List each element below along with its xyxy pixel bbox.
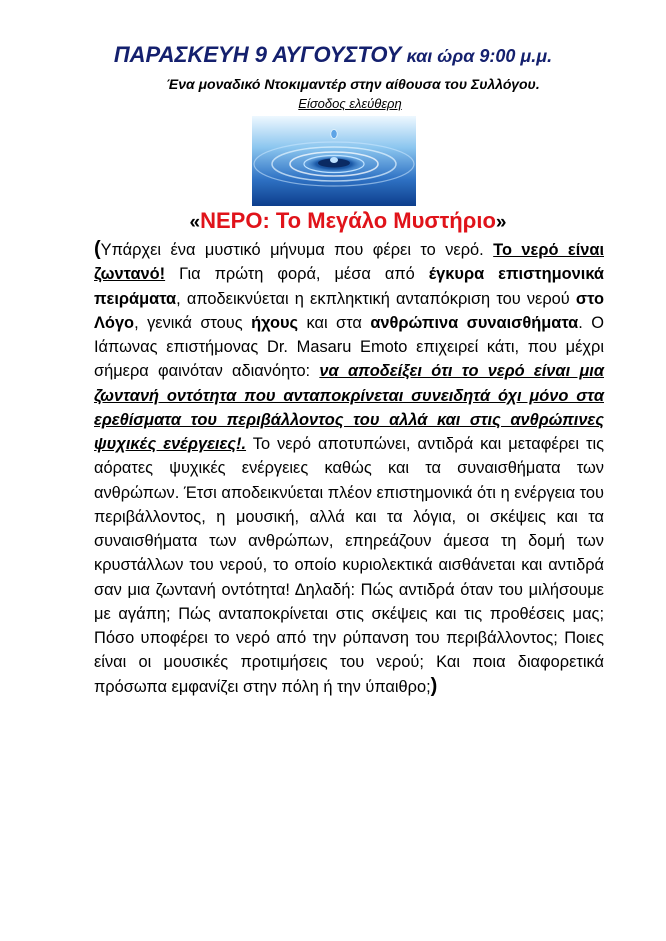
text-segment: . Ο Ιάπωνας επιστήμονας Dr. Masaru Emoto επιχειρεί κάτι, που μέχρι σήμερα φαινόταν αδιανόητο: <box>94 313 604 381</box>
text-segment-bold: ανθρώπινα συναισθήματα <box>370 313 579 332</box>
water-drop-ripple-icon <box>252 116 416 206</box>
title-text: ΝΕΡΟ: Το Μεγάλο Μυστήριο <box>200 208 496 233</box>
entry-note: Είσοδος ελεύθερη <box>298 96 402 111</box>
event-day-date: ΠΑΡΑΣΚΕΥΗ 9 ΑΥΓΟΥΣΤΟΥ <box>113 42 402 67</box>
event-time: και ώρα 9:00 μ.μ. <box>406 46 553 66</box>
text-segment: Για πρώτη φορά, μέσα από <box>165 265 429 284</box>
text-segment-bold-italic-underline: να αποδείξει ότι το νερό είναι μια ζωντανή οντότητα που ανταποκρίνεται συνειδητά όχι μόνο στα ερεθίσματα του περιβάλλοντος του αλλά και στις ανθρώπινες ψυχικές ενέργειες!. <box>94 362 604 453</box>
text-segment-bold: ήχους <box>251 313 299 332</box>
text-segment: , αποδεικνύεται η εκπληκτική ανταπόκριση του νερού <box>176 289 576 308</box>
text-segment-bold: στο Λόγο <box>94 289 604 332</box>
text-segment: Υπάρχει ένα μυστικό μήνυμα που φέρει το νερό. <box>100 241 494 259</box>
description-paragraph <box>94 238 604 699</box>
text-segment-bold: έγκυρα επιστημονικά πειράματα <box>94 265 604 308</box>
event-date-line <box>0 42 666 68</box>
close-paren: ) <box>430 674 438 697</box>
text-segment: , γενικά στους <box>134 313 252 332</box>
text-segment: και στα <box>298 313 371 332</box>
event-subtitle: Ένα μοναδικό Ντοκιμαντέρ στην αίθουσα του Συλλόγου. <box>166 76 540 92</box>
text-segment-bold-underline: Το νερό είναι ζωντανό! <box>94 241 604 284</box>
open-paren: ( <box>94 238 101 260</box>
text-segment: Το νερό αποτυπώνει, αντιδρά και μεταφέρει τις αόρατες ψυχικές ενέργειες καθώς και τα συναισθήματα των ανθρώπων. Έτσι αποδεικνύεται πλέον επιστημονικά ότι η ενέργεια του περιβάλλοντος, η μουσική, αλλά και τα λόγια, οι σκέψεις και τα συναισθήματα των ανθρώπων, επηρεάζουν άμεσα τη δομή των κρυστάλλων του νερού, το οποίο κυριολεκτικά αισθάνεται και αντιδρά σαν μια ζωντανή οντότητα! Δηλαδή: Πώς αντιδρά όταν του μιλήσουμε με αγάπη; Πώς ανταποκρίνεται στις σκέψεις και τις προθέσεις μας; Πόσο υποφέρει το νερό από την ρύπανση του περιβάλλοντος; Ποιες είναι οι μουσικές προτιμήσεις του νερού; Και ποια διαφορετικά πρόσωπα εμφανίζει στην πόλη ή την ύπαιθρο; <box>94 435 604 696</box>
title-open-quote: « <box>189 212 201 233</box>
title-close-quote: » <box>495 212 507 233</box>
documentary-title <box>0 208 666 234</box>
